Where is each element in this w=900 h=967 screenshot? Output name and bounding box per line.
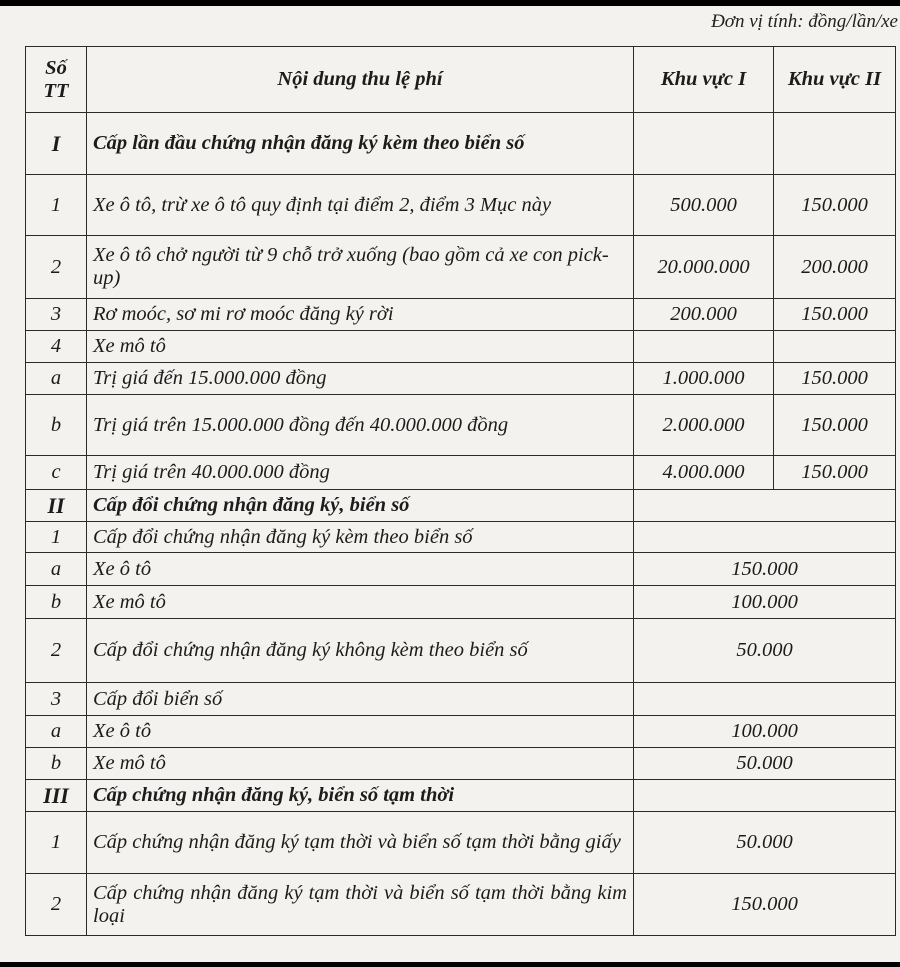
row-area-2 <box>774 331 896 363</box>
row-area-1: 20.000.000 <box>634 236 774 299</box>
table-row <box>26 683 896 716</box>
row-area-2: 150.000 <box>774 395 896 456</box>
header-content: Nội dung thu lệ phí <box>87 47 634 113</box>
row-area-1: 500.000 <box>634 175 774 236</box>
table-row <box>26 780 896 812</box>
table-row <box>26 299 896 331</box>
top-edge <box>0 0 900 6</box>
row-stt: a <box>26 716 87 748</box>
row-area-1 <box>634 331 774 363</box>
row-stt: 3 <box>26 683 87 716</box>
row-fee <box>634 683 896 716</box>
table-header-row <box>26 47 896 113</box>
row-stt: 1 <box>26 522 87 553</box>
row-stt: II <box>26 490 87 522</box>
row-stt: I <box>26 113 87 175</box>
row-stt: b <box>26 395 87 456</box>
table-row <box>26 456 896 490</box>
table-row <box>26 812 896 874</box>
row-stt: 2 <box>26 236 87 299</box>
table-row <box>26 716 896 748</box>
table-row <box>26 395 896 456</box>
table-row <box>26 113 896 175</box>
header-stt: Số TT <box>26 47 87 113</box>
row-content: Xe mô tô <box>87 586 634 619</box>
row-area-2 <box>774 113 896 175</box>
row-fee: 150.000 <box>634 874 896 936</box>
row-area-1: 2.000.000 <box>634 395 774 456</box>
table-row <box>26 553 896 586</box>
row-area-1: 4.000.000 <box>634 456 774 490</box>
row-stt: a <box>26 363 87 395</box>
row-content: Cấp lần đầu chứng nhận đăng ký kèm theo biển số <box>87 113 634 175</box>
row-content: Trị giá trên 15.000.000 đồng đến 40.000.000 đồng <box>87 395 634 456</box>
row-area-2: 150.000 <box>774 175 896 236</box>
row-fee: 100.000 <box>634 586 896 619</box>
row-stt: b <box>26 586 87 619</box>
row-content: Xe mô tô <box>87 331 634 363</box>
row-content: Xe ô tô, trừ xe ô tô quy định tại điểm 2, điểm 3 Mục này <box>87 175 634 236</box>
table-row <box>26 748 896 780</box>
row-stt: b <box>26 748 87 780</box>
table-row <box>26 175 896 236</box>
header-area-2: Khu vực II <box>774 47 896 113</box>
row-area-2: 150.000 <box>774 456 896 490</box>
table-row <box>26 331 896 363</box>
fee-table <box>25 46 896 936</box>
unit-note: Đơn vị tính: đồng/lần/xe <box>711 11 898 32</box>
table-row <box>26 874 896 936</box>
row-fee: 50.000 <box>634 619 896 683</box>
row-fee <box>634 490 896 522</box>
row-fee: 150.000 <box>634 553 896 586</box>
row-content: Cấp đổi chứng nhận đăng ký, biển số <box>87 490 634 522</box>
row-stt: 3 <box>26 299 87 331</box>
row-content: Cấp đổi chứng nhận đăng ký không kèm theo biển số <box>87 619 634 683</box>
table-row <box>26 236 896 299</box>
row-area-1: 200.000 <box>634 299 774 331</box>
row-stt: a <box>26 553 87 586</box>
row-content: Trị giá đến 15.000.000 đồng <box>87 363 634 395</box>
bottom-edge <box>0 962 900 967</box>
table-row <box>26 522 896 553</box>
row-fee: 50.000 <box>634 748 896 780</box>
row-content: Xe mô tô <box>87 748 634 780</box>
row-area-2: 150.000 <box>774 299 896 331</box>
table-row <box>26 490 896 522</box>
row-stt: III <box>26 780 87 812</box>
row-area-1 <box>634 113 774 175</box>
row-content: Cấp chứng nhận đăng ký, biển số tạm thời <box>87 780 634 812</box>
row-stt: 2 <box>26 619 87 683</box>
row-stt: 2 <box>26 874 87 936</box>
row-fee: 100.000 <box>634 716 896 748</box>
row-content: Trị giá trên 40.000.000 đồng <box>87 456 634 490</box>
row-fee <box>634 780 896 812</box>
header-area-1: Khu vực I <box>634 47 774 113</box>
row-area-2: 200.000 <box>774 236 896 299</box>
row-fee <box>634 522 896 553</box>
row-stt: 4 <box>26 331 87 363</box>
row-stt: 1 <box>26 812 87 874</box>
row-stt: c <box>26 456 87 490</box>
row-area-1: 1.000.000 <box>634 363 774 395</box>
row-content: Cấp chứng nhận đăng ký tạm thời và biển số tạm thời bằng giấy <box>87 812 634 874</box>
table-row <box>26 586 896 619</box>
row-content: Xe ô tô <box>87 716 634 748</box>
row-fee: 50.000 <box>634 812 896 874</box>
row-stt: 1 <box>26 175 87 236</box>
row-content: Cấp chứng nhận đăng ký tạm thời và biển số tạm thời bằng kim loại <box>87 874 634 936</box>
row-area-2: 150.000 <box>774 363 896 395</box>
row-content: Xe ô tô chở người từ 9 chỗ trở xuống (bao gồm cả xe con pick-up) <box>87 236 634 299</box>
row-content: Rơ moóc, sơ mi rơ moóc đăng ký rời <box>87 299 634 331</box>
row-content: Cấp đổi biển số <box>87 683 634 716</box>
row-content: Cấp đổi chứng nhận đăng ký kèm theo biển số <box>87 522 634 553</box>
table-row <box>26 363 896 395</box>
table-row <box>26 619 896 683</box>
row-content: Xe ô tô <box>87 553 634 586</box>
